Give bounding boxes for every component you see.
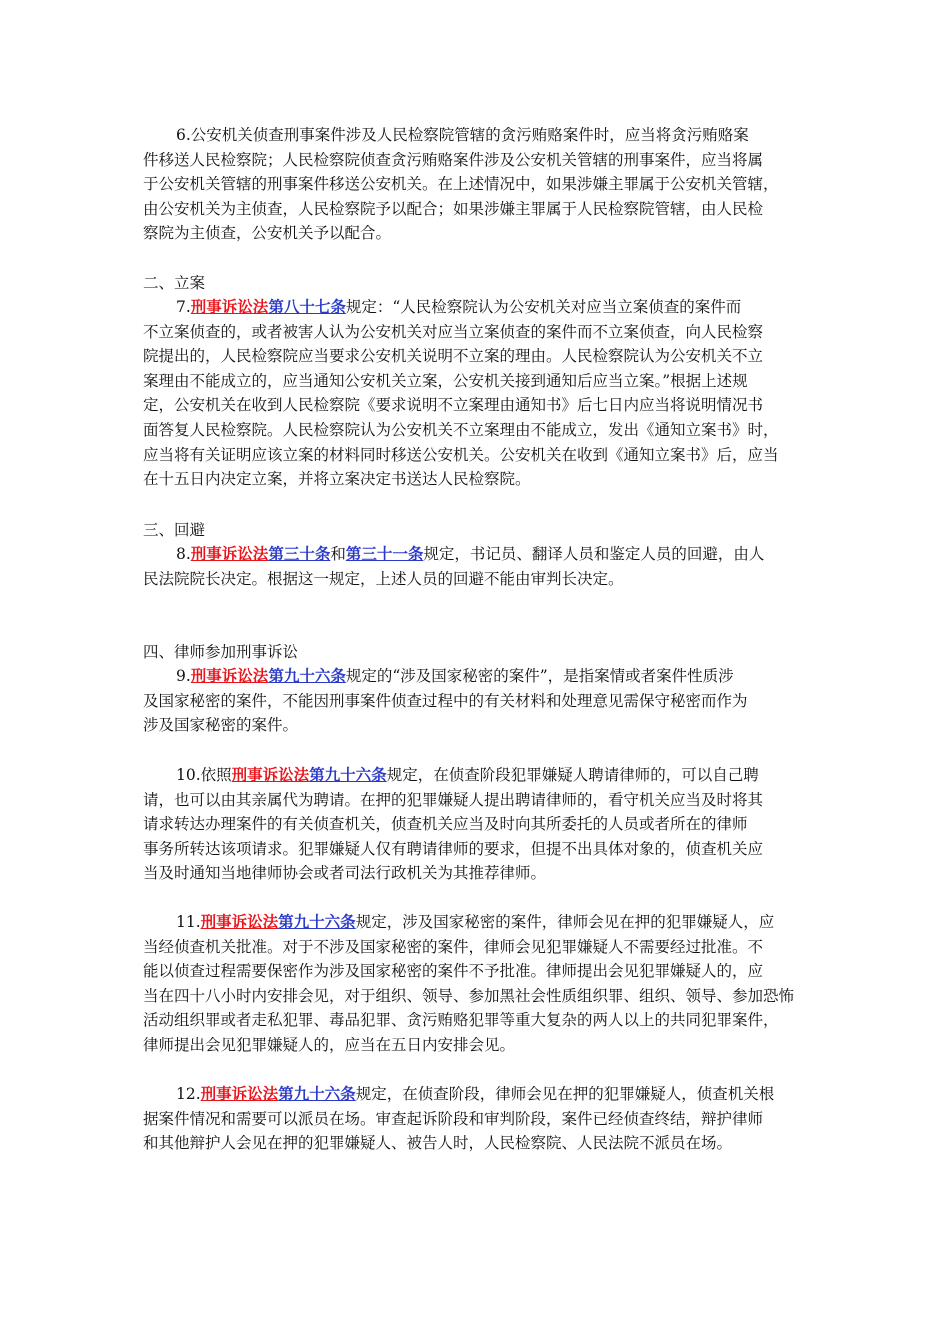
paragraph-7-line: 定，公安机关在收到人民检察院《要求说明不立案理由通知书》后七日内应当将说明情况书 xyxy=(143,396,764,415)
law-link-criminal-procedure[interactable]: 刑事诉讼法 xyxy=(200,1084,279,1103)
paragraph-9-line: 涉及国家秘密的案件。 xyxy=(143,716,299,735)
section-heading-filing: 二、立案 xyxy=(143,274,206,292)
article-87-link[interactable]: 第八十七条 xyxy=(268,297,346,316)
paragraph-12-line: 和其他辩护人会见在押的犯罪嫌疑人、被告人时，人民检察院、人民法院不派员在场。 xyxy=(143,1134,733,1153)
law-link-criminal-procedure[interactable]: 刑事诉讼法 xyxy=(200,912,279,931)
article-96-link[interactable]: 第九十六条 xyxy=(309,765,387,784)
paragraph-8 xyxy=(143,542,815,591)
paragraph-9-line: 及国家秘密的案件，不能因刑事案件侦查过程中的有关材料和处理意见需保守秘密而作为 xyxy=(143,691,748,710)
paragraph-12-text: 规定，在侦查阶段，律师会见在押的犯罪嫌疑人，侦查机关根 xyxy=(355,1085,775,1103)
paragraph-7 xyxy=(143,295,815,492)
paragraph-10-text: 规定，在侦查阶段犯罪嫌疑人聘请律师的，可以自己聘 xyxy=(386,766,759,784)
paragraph-12-line: 据案件情况和需要可以派员在场。审查起诉阶段和审判阶段，案件已经侦查终结，辩护律师 xyxy=(143,1109,764,1128)
paragraph-8-line: 民法院院长决定。根据这一规定，上述人员的回避不能由审判长决定。 xyxy=(143,569,624,588)
paragraph-11-line: 活动组织罪或者走私犯罪、毒品犯罪、贪污贿赂犯罪等重大复杂的两人以上的共同犯罪案件， xyxy=(143,1011,779,1030)
item-number: 10.依照 xyxy=(176,766,232,784)
paragraph-11-line: 能以侦查过程需要保密作为涉及国家秘密的案件不予批准。律师提出会见犯罪嫌疑人的，应 xyxy=(143,962,764,981)
article-30-link[interactable]: 第三十条 xyxy=(268,544,331,563)
paragraph-7-text: 规定：“人民检察院认为公安机关对应当立案侦查的案件而 xyxy=(345,298,742,316)
law-link-criminal-procedure[interactable]: 刑事诉讼法 xyxy=(190,297,269,316)
paragraph-8-text: 规定，书记员、翻译人员和鉴定人员的回避，由人 xyxy=(423,545,765,563)
paragraph-6-line: 由公安机关为主侦查，人民检察院予以配合；如果涉嫌主罪属于人民检察院管辖，由人民检 xyxy=(143,199,764,218)
paragraph-11-line: 律师提出会见犯罪嫌疑人的，应当在五日内安排会见。 xyxy=(143,1035,516,1054)
paragraph-12-first-line xyxy=(143,1082,815,1107)
paragraph-7-line: 在十五日内决定立案，并将立案决定书送达人民检察院。 xyxy=(143,470,531,489)
article-31-link[interactable]: 第三十一条 xyxy=(345,544,424,563)
paragraph-6-line: 于公安机关管辖的刑事案件移送公安机关。在上述情况中，如果涉嫌主罪属于公安机关管辖， xyxy=(143,175,779,194)
paragraph-10-first-line xyxy=(143,763,815,788)
paragraph-6-line: 察院为主侦查，公安机关予以配合。 xyxy=(143,224,392,243)
paragraph-10-line: 请，也可以由其亲属代为聘请。在押的犯罪嫌疑人提出聘请律师的，看守机关应当及时将其 xyxy=(143,790,764,809)
item-number: 9. xyxy=(176,667,191,685)
article-96-link[interactable]: 第九十六条 xyxy=(278,912,356,931)
item-number: 7. xyxy=(176,298,191,316)
article-96-link[interactable]: 第九十六条 xyxy=(278,1084,356,1103)
paragraph-9-text: 规定的“涉及国家秘密的案件”，是指案情或者案件性质涉 xyxy=(345,667,734,685)
item-number: 8. xyxy=(176,545,191,563)
paragraph-12 xyxy=(143,1082,815,1156)
law-link-criminal-procedure[interactable]: 刑事诉讼法 xyxy=(190,666,269,685)
item-number: 12. xyxy=(176,1085,201,1103)
item-number: 11. xyxy=(176,913,201,931)
paragraph-9-first-line xyxy=(143,664,815,689)
paragraph-6 xyxy=(143,123,815,246)
paragraph-7-line: 应当将有关证明应该立案的材料同时移送公安机关。公安机关在收到《通知立案书》后，应当 xyxy=(143,445,779,464)
paragraph-7-line: 案理由不能成立的，应当通知公安机关立案，公安机关接到通知后应当立案。”根据上述规 xyxy=(143,371,748,390)
paragraph-9 xyxy=(143,664,815,738)
paragraph-7-first-line xyxy=(143,295,815,320)
section-heading-recusal: 三、回避 xyxy=(143,521,206,539)
paragraph-11-line: 当在四十八小时内安排会见，对于组织、领导、参加黑社会性质组织罪、组织、领导、参加恐怖 xyxy=(143,986,795,1005)
paragraph-7-line: 不立案侦查的，或者被害人认为公安机关对应当立案侦查的案件而不立案侦查，向人民检察 xyxy=(143,322,764,341)
conjunction-text: 和 xyxy=(330,545,346,563)
law-link-criminal-procedure[interactable]: 刑事诉讼法 xyxy=(190,544,269,563)
paragraph-10-line: 请求转达办理案件的有关侦查机关，侦查机关应当及时向其所委托的人员或者所在的律师 xyxy=(143,815,748,834)
paragraph-11-line: 当经侦查机关批准。对于不涉及国家秘密的案件，律师会见犯罪嫌疑人不需要经过批准。不 xyxy=(143,937,764,956)
paragraph-11-text: 规定，涉及国家秘密的案件，律师会见在押的犯罪嫌疑人，应 xyxy=(355,913,775,931)
article-96-link[interactable]: 第九十六条 xyxy=(268,666,346,685)
section-heading-lawyers: 四、律师参加刑事诉讼 xyxy=(143,643,299,661)
paragraph-6-line: 6.公安机关侦查刑事案件涉及人民检察院管辖的贪污贿赂案件时，应当将贪污贿赂案 xyxy=(176,126,749,144)
paragraph-10-line: 事务所转达该项请求。犯罪嫌疑人仅有聘请律师的要求，但提不出具体对象的，侦查机关应 xyxy=(143,839,764,858)
paragraph-6-line: 件移送人民检察院；人民检察院侦查贪污贿赂案件涉及公安机关管辖的刑事案件，应当将属 xyxy=(143,150,764,169)
paragraph-10 xyxy=(143,763,815,886)
paragraph-11 xyxy=(143,910,815,1058)
paragraph-8-first-line xyxy=(143,542,815,567)
paragraph-11-first-line xyxy=(143,910,815,935)
paragraph-7-line: 面答复人民检察院。人民检察院认为公安机关不立案理由不能成立，发出《通知立案书》时， xyxy=(143,420,779,439)
law-link-criminal-procedure[interactable]: 刑事诉讼法 xyxy=(231,765,310,784)
paragraph-7-line: 院提出的，人民检察院应当要求公安机关说明不立案的理由。人民检察院认为公安机关不立 xyxy=(143,347,764,366)
paragraph-10-line: 当及时通知当地律师协会或者司法行政机关为其推荐律师。 xyxy=(143,864,547,883)
